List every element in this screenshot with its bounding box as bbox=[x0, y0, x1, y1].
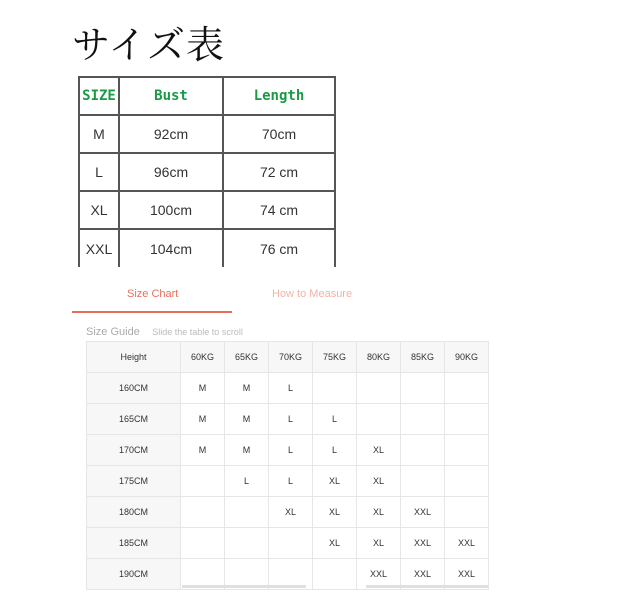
size-cell: XXL bbox=[401, 497, 445, 528]
size-cell: L bbox=[269, 466, 313, 497]
measurement-row bbox=[79, 229, 335, 267]
measurement-row bbox=[79, 153, 335, 191]
size-cell: M bbox=[225, 404, 269, 435]
size-guide-caption bbox=[86, 322, 243, 340]
height-cell: 185CM bbox=[87, 528, 181, 559]
scrollbar-track-left[interactable] bbox=[182, 585, 306, 588]
bust-cell: 104cm bbox=[119, 229, 223, 267]
length-cell: 74 cm bbox=[223, 191, 335, 229]
height-cell: 170CM bbox=[87, 435, 181, 466]
measurement-table bbox=[78, 76, 336, 267]
size-cell: L bbox=[313, 404, 357, 435]
size-cell bbox=[401, 466, 445, 497]
size-cell: XL bbox=[269, 497, 313, 528]
size-cell: XL bbox=[357, 528, 401, 559]
size-cell: M bbox=[225, 373, 269, 404]
size-cell: L bbox=[225, 466, 269, 497]
header-weight: 70KG bbox=[269, 342, 313, 373]
header-length: Length bbox=[223, 77, 335, 115]
height-cell: 180CM bbox=[87, 497, 181, 528]
size-cell: XXL bbox=[79, 229, 119, 267]
size-cell bbox=[269, 528, 313, 559]
size-cell: M bbox=[181, 435, 225, 466]
size-cell bbox=[445, 404, 489, 435]
scrollbar-track-right[interactable] bbox=[366, 585, 488, 588]
size-cell bbox=[357, 373, 401, 404]
size-cell: M bbox=[181, 373, 225, 404]
size-cell: XXL bbox=[401, 559, 445, 590]
height-cell: 175CM bbox=[87, 466, 181, 497]
size-cell bbox=[181, 466, 225, 497]
header-weight: 80KG bbox=[357, 342, 401, 373]
height-cell: 190CM bbox=[87, 559, 181, 590]
header-weight: 85KG bbox=[401, 342, 445, 373]
chart-row bbox=[87, 435, 489, 466]
size-cell bbox=[445, 435, 489, 466]
size-cell: M bbox=[181, 404, 225, 435]
size-cell bbox=[181, 528, 225, 559]
size-cell: XXL bbox=[445, 528, 489, 559]
chart-row bbox=[87, 404, 489, 435]
size-cell: XL bbox=[313, 528, 357, 559]
measurement-row bbox=[79, 191, 335, 229]
header-size: SIZE bbox=[79, 77, 119, 115]
size-cell: XL bbox=[357, 435, 401, 466]
size-cell bbox=[401, 373, 445, 404]
measurement-header-row bbox=[79, 77, 335, 115]
size-guide-label: Size Guide bbox=[86, 326, 140, 338]
size-cell bbox=[225, 497, 269, 528]
header-height: Height bbox=[87, 342, 181, 373]
size-cell: XXL bbox=[445, 559, 489, 590]
header-weight: 60KG bbox=[181, 342, 225, 373]
header-bust: Bust bbox=[119, 77, 223, 115]
header-weight: 65KG bbox=[225, 342, 269, 373]
size-cell bbox=[181, 497, 225, 528]
size-cell: XXL bbox=[357, 559, 401, 590]
bust-cell: 92cm bbox=[119, 115, 223, 153]
height-cell: 160CM bbox=[87, 373, 181, 404]
chart-row bbox=[87, 373, 489, 404]
size-cell: L bbox=[79, 153, 119, 191]
page-title: サイズ表 bbox=[72, 23, 225, 67]
size-cell: XL bbox=[357, 497, 401, 528]
scroll-hint: Slide the table to scroll bbox=[152, 327, 243, 337]
tab-size-chart[interactable]: Size Chart bbox=[127, 288, 179, 300]
size-cell bbox=[225, 528, 269, 559]
size-cell bbox=[401, 404, 445, 435]
size-cell: L bbox=[269, 435, 313, 466]
height-cell: 165CM bbox=[87, 404, 181, 435]
size-cell bbox=[401, 435, 445, 466]
size-cell bbox=[357, 404, 401, 435]
length-cell: 76 cm bbox=[223, 229, 335, 267]
tab-how-to-measure[interactable]: How to Measure bbox=[272, 288, 353, 300]
size-cell: M bbox=[225, 435, 269, 466]
size-cell: M bbox=[79, 115, 119, 153]
measurement-row bbox=[79, 115, 335, 153]
chart-row bbox=[87, 528, 489, 559]
header-weight: 90KG bbox=[445, 342, 489, 373]
chart-row bbox=[87, 466, 489, 497]
length-cell: 72 cm bbox=[223, 153, 335, 191]
bust-cell: 96cm bbox=[119, 153, 223, 191]
size-cell bbox=[445, 466, 489, 497]
size-cell: L bbox=[313, 435, 357, 466]
chart-row bbox=[87, 497, 489, 528]
size-cell: XL bbox=[313, 497, 357, 528]
size-cell bbox=[445, 373, 489, 404]
chart-header-row bbox=[87, 342, 489, 373]
size-chart-table[interactable] bbox=[86, 341, 489, 590]
size-cell: L bbox=[269, 404, 313, 435]
size-cell bbox=[445, 497, 489, 528]
size-cell: L bbox=[269, 373, 313, 404]
size-cell bbox=[313, 373, 357, 404]
length-cell: 70cm bbox=[223, 115, 335, 153]
bust-cell: 100cm bbox=[119, 191, 223, 229]
size-cell: XXL bbox=[401, 528, 445, 559]
size-cell bbox=[313, 559, 357, 590]
size-cell: XL bbox=[79, 191, 119, 229]
active-tab-indicator bbox=[72, 311, 232, 313]
size-cell: XL bbox=[357, 466, 401, 497]
size-cell: XL bbox=[313, 466, 357, 497]
header-weight: 75KG bbox=[313, 342, 357, 373]
